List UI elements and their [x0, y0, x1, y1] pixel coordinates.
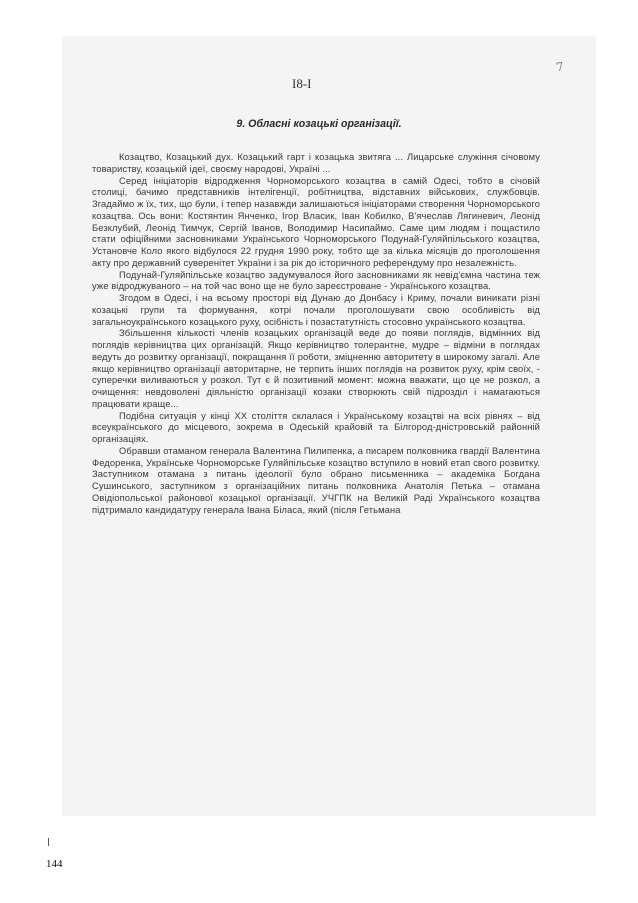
paragraph: Козацтво, Козацький дух. Козацький гарт і козацька звитяга ... Лицарське служіння січовому товариству, козацькій ідеї, своєму народові, Україні ... — [92, 152, 540, 174]
section-title: 9. Обласні козацькі організації. — [236, 118, 402, 130]
paragraph: Згодом в Одесі, і на всьому просторі від Дунаю до Донбасу і Криму, почали виникати різні козацькі групи та формування, котрі почали проголошувати свою особливість від загальноукраїнського козацького руху, осібність і позастатутність стосовно українського козацтва. — [92, 293, 540, 327]
page-number: 144 — [46, 858, 63, 870]
archive-stamp: І8-І — [292, 76, 312, 91]
paragraph: Серед ініціаторів відродження Чорноморського козацтва в самій Одесі, тобто в січовій столиці, бачимо представників інтелігенції, робітництва, відставних військових, службовців. Згадаймо ж їх, тих, що були, і тепер назавжди залишаються ініціаторами створення Чорноморського козацтва. Ось вони: Костянтин Янченко, Ігор Власик, Іван Кобилко, В'ячеслав Лягиневич, Леонід Безклубий, Леонід Тимчук, Сергій Іванов, Володимир Насипаймо. Саме цим людям і пощастило стати офіційними засновниками Українського Чорноморського Подунай-Гуляйпільського козацтва, Установче Коло якого відбулося 22 грудня 1990 року, тобто ще за кілька місяців до проголошення акту про державний суверенітет України і за рік до історичного референдуму про незалежність. — [92, 175, 540, 268]
paragraph: Подібна ситуація у кінці XX століття склалася і Українському козацтві на всіх рівнях – від всеукраїнського до місцевого, зокрема в Одеській крайовій та Білгород-дністровській районній організаціях. — [92, 410, 540, 444]
paragraph: Обравши отаманом генерала Валентина Пилипенка, а писарем полковника гвардії Валентина Федоренка, Українське Чорноморське Гуляйпільське козацтво вступило в новий етап свого розвитку. Заступником отамана з питань ідеології було обрано письменника – академіка Богдана Сушинського, заступником з організаційних питань полковника Анатолія Петька – отамана Овідіопольської районової козацької організації. УЧГПК на Великій Раді Українського козацтва підтримало кандидатуру генерала Івана Біласа, який (після Гетьмана — [92, 445, 540, 515]
handwritten-page-mark: 7 — [555, 59, 565, 75]
body-text — [92, 152, 540, 516]
paragraph: Подунай-Гуляйпільське козацтво задумувалося його засновниками як невід'ємна частина теж уже відроджуваного – на той час воно ще не було зареєстроване - Українського козацтва. — [92, 269, 540, 292]
margin-tick — [48, 838, 49, 846]
paragraph: Збільшення кількості членів козацьких організацій веде до появи поглядів, відмінних від поглядів керівництва цих організацій. Якщо керівництво толерантне, мудре – відміни в поглядах ведуть до розвитку організації, покращання її роботи, зміцненню авторитету в широкому загалі. Але якщо керівництво організації авторитарне, не терпить інших поглядів на розвиток руху, крім своїх, - суперечки виливаються у розкол. Тут є й позитивний момент: можна вважати, що це не розкол, а очищення: невдоволені діяльністю організації козаки створюють свій підрозділ і намагаються працювати краще... — [92, 328, 540, 409]
